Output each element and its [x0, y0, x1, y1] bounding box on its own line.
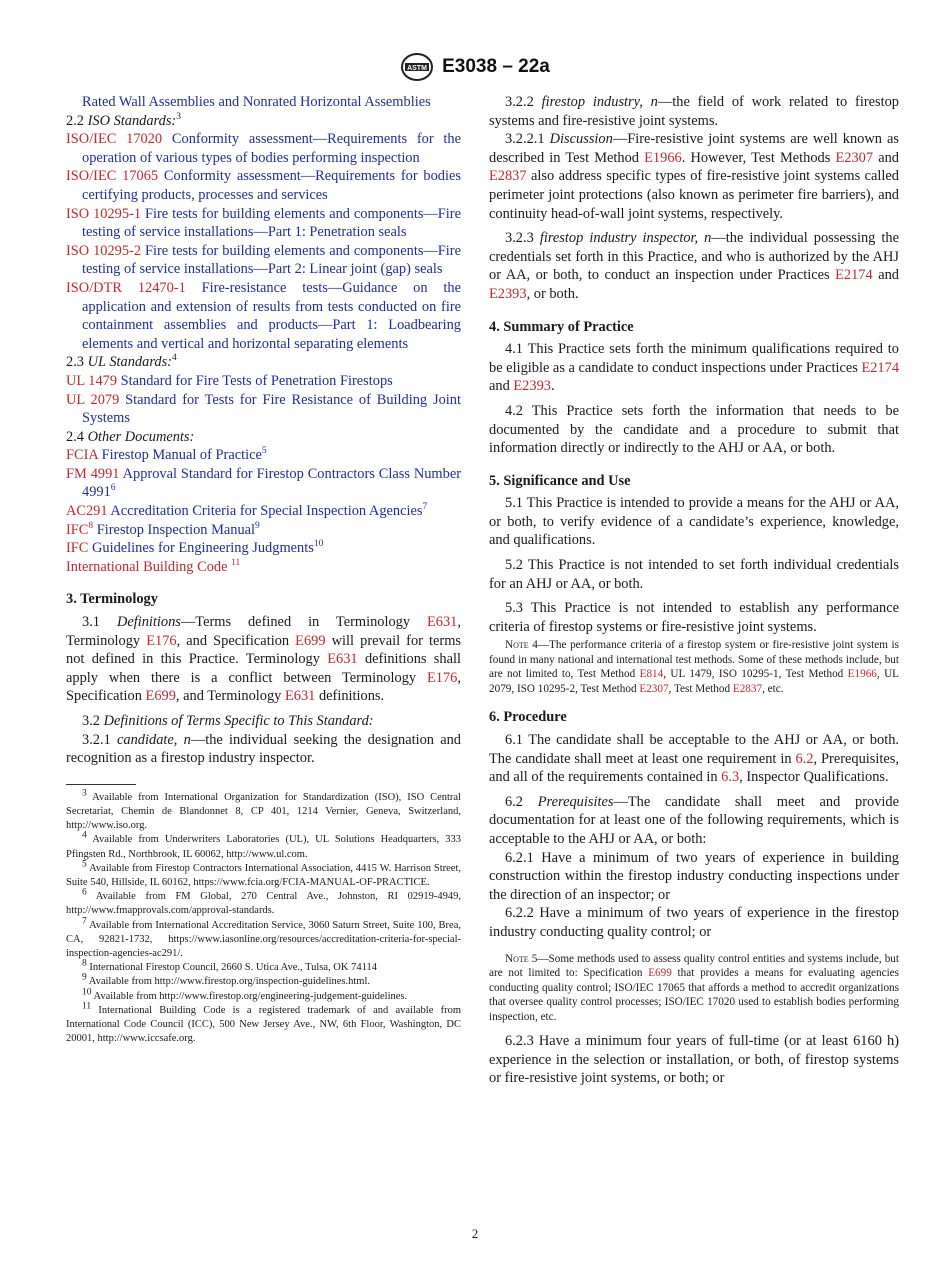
ref-title: Approval Standard for Firestop Contractors Class Number 4991 — [82, 465, 461, 501]
link-e176[interactable]: E176 — [427, 669, 458, 686]
ref-code: FCIA — [66, 447, 98, 464]
iso-standards-heading: 2.2 ISO Standards:$^3$ — [66, 111, 181, 129]
document-designation: E3038 – 22a — [442, 56, 550, 77]
paragraph-6-2-3: 6.2.3 Have a minimum four years of full-time (or at least 6160 h) experience in the selection or installation, or both, of firestop systems or fire-resistive joint systems, or both; or — [489, 1033, 899, 1087]
iso-ref-item[interactable] — [66, 167, 461, 204]
ref-code: ISO 10295-1 — [66, 205, 142, 222]
footnote: $^{11}$ International Building Code is a registered trademark of and available from International Code Council (ICC), 500 New Jersey Ave., NW, 6th Floor, Washington, DC 20001, http://www.iccsafe.org. — [66, 1001, 462, 1045]
paragraph-3-2-1: 3.2.1 candidate, n—the individual seeking the designation and recognition as a firestop industry inspector. — [66, 731, 461, 767]
ref-code: ISO/DTR 12470-1 — [66, 279, 186, 296]
ul-ref-item[interactable] — [66, 391, 461, 428]
link-e2393[interactable]: E2393 — [513, 378, 551, 395]
iso-ref-item[interactable] — [66, 205, 461, 242]
link-e2174[interactable]: E2174 — [835, 267, 873, 284]
paragraph-3-2-2: 3.2.2 firestop industry, n—the field of work related to firestop systems and fire-resistive joint systems. — [489, 94, 899, 129]
iso-ref-item[interactable] — [66, 279, 461, 353]
footnote: $^6$ Available from FM Global, 270 Central Ave., Johnston, RI 02919-4949, http://www.fmapprovals.com/approval-standards. — [66, 887, 462, 917]
page-number: 2 — [471, 1226, 479, 1241]
ref-title: Conformity assessment—Requirements for the operation of various types of bodies performing inspection — [82, 131, 461, 166]
ref-code: ISO/IEC 17020 — [66, 131, 163, 148]
footnote: $^9$ Available from http://www.firestop.org/inspection-guidelines.html. — [82, 972, 371, 988]
other-documents-heading: 2.4 Other Documents: — [66, 428, 195, 445]
link-e2393[interactable]: E2393 — [489, 285, 527, 302]
link-e631[interactable]: E631 — [327, 651, 358, 668]
footnote: $^5$ Available from Firestop Contractors International Association, 4415 W. Harrison Street, Suite 540, Hillside, IL 60162, https://www.fcia.org/FCIA-MANUAL-OF-PRACTICE. — [66, 859, 462, 888]
paragraph-3-2-2-1: 3.2.2.1 Discussion—Fire-resistive joint systems are well known as described in Test Method E1966. However, Test Methods E2307 and E2837 also address specific types of fire-resistive joint systems called perimeter joint protections (also known as perimeter fire barriers), and continuity head-of-wall joint systems, respectively. — [489, 131, 899, 222]
paragraph-6-2: 6.2 Prerequisites—The candidate shall meet and provide documentation for at least one of the following requirements, which is acceptable to the AHJ or AA, or both: — [489, 793, 899, 847]
section-4-title: 4. Summary of Practice — [489, 318, 634, 335]
link-e631[interactable]: E631 — [427, 614, 458, 631]
ul-ref-item[interactable] — [66, 372, 461, 391]
other-ref-item[interactable]: IFC Guidelines for Engineering Judgments$^{10}$ — [66, 539, 324, 557]
paragraph-3-2-3: 3.2.3 firestop industry inspector, n—the individual possessing the credentials set forth in this Practice, and who is authorized by the AHJ or AA, or both, to conduct an inspection under Practices E2174 and E2393, or both. — [489, 230, 899, 302]
link-e176[interactable]: E176 — [146, 632, 177, 649]
left-column — [66, 93, 461, 1046]
referenced-doc-continuation[interactable]: Rated Wall Assemblies and Nonrated Horizontal Assemblies — [82, 94, 431, 110]
ref-title: Guidelines for Engineering Judgments — [92, 540, 314, 557]
footnote-divider — [66, 784, 136, 785]
ref-title: Conformity assessment—Requirements for bodies certifying products, processes and services — [82, 168, 461, 203]
link-e699[interactable]: E699 — [295, 632, 326, 649]
section-6-title: 6. Procedure — [489, 709, 567, 726]
footnote: $^7$ Available from International Accreditation Service, 3060 Saturn Street, Suite 100, Brea, CA, 92821-1732, https://www.iasonline.org/resources/accreditation-criteria-for-special-inspection-agencies-ac291/. — [66, 916, 461, 960]
paragraph-5-2: 5.2 This Practice is not intended to set forth individual credentials for an AHJ or AA, or both. — [489, 557, 899, 592]
paragraph-3-1: 3.1 Definitions—Terms defined in Terminology E631, Terminology E176, and Specification E699 will prevail for terms not defined in this Practice. Terminology E631 definitions shall apply when there is a conflict between Terminology E176, Specification E699, and Terminology E631 definitions. — [66, 614, 461, 705]
section-5-title: 5. Significance and Use — [489, 472, 631, 489]
right-column — [489, 93, 899, 1088]
footnote: $^3$ Available from International Organization for Standardization (ISO), ISO Central Secretariat, Chemin de Blandonnet 8, CP 401, 1214 Vernier, Geneva, Switzerland, http://www.iso.org. — [66, 788, 462, 832]
link-e1966[interactable]: E1966 — [644, 149, 682, 166]
link-e2837[interactable]: E2837 — [489, 168, 527, 185]
paragraph-5-1: 5.1 This Practice is intended to provide a means for the AHJ or AA, or both, to verify evidence of a candidate’s experience, knowledge, and qualifications. — [489, 495, 899, 549]
ref-code: UL 1479 — [66, 372, 118, 389]
paragraph-3-2: 3.2 Definitions of Terms Specific to This Standard: — [82, 713, 374, 729]
other-documents-list — [66, 446, 461, 576]
footnote: $^4$ Available from Underwriters Laboratories (UL), UL Solutions Headquarters, 333 Pfingsten Rd., Northbrook, IL 60062, http://www.ul.com. — [66, 830, 461, 860]
ref-code: ISO 10295-2 — [66, 242, 142, 259]
iso-ref-item[interactable] — [66, 242, 461, 279]
ref-code: IFC — [66, 540, 89, 557]
ref-title: Standard for Tests for Fire Resistance of Building Joint Systems — [82, 391, 461, 427]
ref-title: Accreditation Criteria for Special Inspection Agencies — [110, 503, 423, 520]
ref-title: Fire-resistance tests—Guidance on the application and extension of results from tests conducted on fire containment assemblies and products—Part 1: Loadbearing elements and vertical and horizontal separating elements — [82, 279, 461, 352]
paragraph-6-2-1: 6.2.1 Have a minimum of two years of experience in building construction within the firestop industry conducting inspections under the direction of an inspector; or — [489, 849, 899, 903]
link-section-6-2[interactable]: 6.2 — [795, 750, 814, 767]
link-e814[interactable]: E814 — [639, 668, 664, 681]
paragraph-6-1: 6.1 The candidate shall be acceptable to the AHJ or AA, or both. The candidate shall meet at least one requirement in 6.2, Prerequisites, and all of the requirements contained in 6.3, Inspector Qualifications. — [489, 732, 899, 786]
footnote: $^8$ International Firestop Council, 2660 S. Utica Ave., Tulsa, OK 74114 — [82, 958, 377, 974]
ul-standards-list — [66, 372, 461, 428]
other-ref-item[interactable]: FCIA Firestop Manual of Practice$^5$ — [66, 446, 267, 464]
ref-title: Standard for Fire Tests of Penetration Firestops — [120, 372, 393, 389]
other-ref-item[interactable]: International Building Code $^{11}$ — [66, 558, 241, 575]
link-e2837[interactable]: E2837 — [732, 682, 763, 695]
other-ref-item[interactable]: IFC$^8$ Firestop Inspection Manual$^9$ — [66, 520, 260, 538]
logo-text: ASTM — [407, 65, 428, 72]
ul-standards-heading: 2.3 UL Standards:$^4$ — [66, 353, 177, 371]
link-e1966[interactable]: E1966 — [847, 668, 877, 681]
link-section-6-3[interactable]: 6.3 — [721, 769, 740, 786]
section-3-title: 3. Terminology — [66, 591, 158, 608]
astm-logo — [400, 52, 434, 82]
ref-title: Firestop Manual of Practice — [101, 447, 262, 464]
footnotes — [66, 788, 462, 1047]
ref-code: UL 2079 — [66, 391, 120, 408]
ref-code: AC291 — [66, 503, 108, 520]
link-e2174[interactable]: E2174 — [861, 359, 900, 376]
ref-title: Fire tests for building elements and components—Fire testing of service installations—Part 1: Penetration seals — [82, 205, 461, 241]
ref-code: FM 4991 — [66, 465, 120, 482]
link-e631[interactable]: E631 — [284, 688, 316, 705]
link-e699[interactable]: E699 — [145, 688, 176, 705]
footnote: $^{10}$ Available from http://www.firestop.org/engineering-judgement-guidelines. — [82, 987, 408, 1002]
other-ref-item[interactable]: AC291 Accreditation Criteria for Special Inspection Agencies$^7$ — [66, 502, 428, 520]
link-e2307[interactable]: E2307 — [835, 149, 874, 166]
ref-title: Firestop Inspection Manual — [96, 521, 256, 538]
link-e699[interactable]: E699 — [648, 967, 672, 980]
ref-title: International Building Code — [66, 558, 228, 575]
link-e2307[interactable]: E2307 — [639, 682, 669, 695]
page-header — [0, 52, 950, 87]
paragraph-5-3: 5.3 This Practice is not intended to establish any performance criteria of firestop systems or fire-resistive joint systems. — [489, 600, 899, 635]
ref-code: IFC — [66, 521, 89, 538]
note-5: Note 5—Some methods used to assess quality control entities and systems include, but are not limited to: Specification E699 that provides a means for evaluating agencies conducting quality control; ISO/IEC 17065 that affords a method to accredit organizations that oversee quality control processes; ISO/IEC 17020 used to establish bodies performing inspection, etc. — [489, 952, 899, 1023]
other-ref-item[interactable]: FM 4991 Approval Standard for Firestop Contractors Class Number 4991$^6$ — [66, 465, 461, 501]
paragraph-4-1: 4.1 This Practice sets forth the minimum qualifications required to be eligible as a candidate to conduct inspections under Practices E2174 and E2393. — [489, 341, 900, 395]
ref-title: Fire tests for building elements and components—Fire testing of service installations—Part 2: Linear joint (gap) seals — [82, 242, 461, 278]
ref-code: ISO/IEC 17065 — [66, 168, 159, 185]
note-4: Note 4—The performance criteria of a firestop system or fire-resistive joint system is found in many national and international test methods. Some of these methods include, but are not limited to, Test Method E814, UL 1479, ISO 10295-1, Test Method E1966, UL 2079, ISO 10295-2, Test Method E2307, Test Method E2837, etc. — [489, 639, 899, 695]
paragraph-4-2: 4.2 This Practice sets forth the information that needs to be documented by the candidate and a procedure to submit that information directly or indirectly to the AHJ or AA, or both. — [489, 402, 899, 457]
paragraph-6-2-2: 6.2.2 Have a minimum of two years of experience in the firestop industry conducting quality control; or — [489, 905, 899, 940]
iso-standards-list — [66, 130, 461, 353]
iso-ref-item[interactable] — [66, 130, 461, 167]
